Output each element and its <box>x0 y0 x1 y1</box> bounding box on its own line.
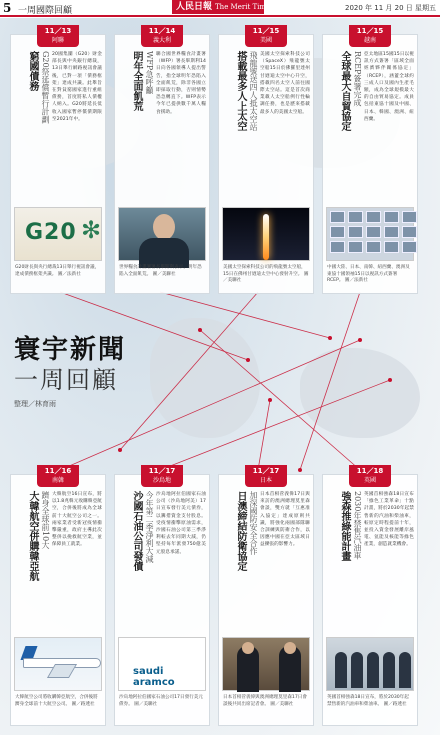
aramco-logo: saudi aramco <box>133 666 175 688</box>
photo-caption: 大韓航空公司將收購韓亞航空，合併後將躋身全球前十大航空公司。 圖／路透社 <box>15 695 98 707</box>
headline: 搭載最多人上太空 <box>235 51 246 131</box>
article-text: 美國太空探索科技公司（SpaceX）飛龍號太空船15日於佛羅里達州甘迺迪太空中心升空，搭載四名太空人前往國際太空站。這是首次商業載人太空船例行性輪調任務，也是歷來搭載最多人的美國太空船。 <box>260 52 310 115</box>
photo-credit: 圖／美聯社 <box>152 271 176 277</box>
subheadline: G20祭延償暫行計劃 <box>41 51 50 124</box>
g20-logo: G20 <box>25 220 77 245</box>
photo-caption: 美國太空探索科技公司的飛龍號太空船，15日在佛州甘迺迪太空中心發射升空。 圖／美聯社 <box>223 265 309 283</box>
subheadline: RCEP簽署完成 <box>353 51 362 107</box>
palm-icon: ✻ <box>81 216 102 244</box>
headline: 大韓航空併購韓亞航 <box>27 491 38 581</box>
headline: 強森推綠能計畫 <box>339 491 350 561</box>
video-summit-photo <box>326 207 414 261</box>
article-text: 沙烏地阿拉伯國家石油公司（沙烏地阿美）17日宣布發行美元債券，以籌措資金支付股息。受疫情衝擊原油需求，沙國石油公司第三季淨利較去年同期大減，仍堅持每年派發750億美元股息承諾。 <box>156 492 206 555</box>
subheadline: WFP急呼籲 <box>145 51 154 95</box>
subheadline: 今年第二季淨利大減 <box>145 491 154 563</box>
masthead-english: The Merit Times <box>215 3 274 11</box>
page-subtitle: 一周回顧 <box>14 366 118 394</box>
news-card-korea <box>10 467 106 726</box>
headline: 日澳締結防衛協定 <box>235 491 246 571</box>
news-card-italy <box>114 27 210 294</box>
subheadline: 躋身全球前10大 <box>41 491 50 550</box>
leaders-meeting-photo <box>222 637 310 691</box>
headline: 沙國石油公司發債 <box>131 491 142 571</box>
date-badge: 11／13 阿聯 <box>37 25 79 47</box>
photo-caption: G20財長與央行總裁13日舉行視訊會議，達成債務框架共識。 圖／法新社 <box>15 265 100 277</box>
date-badge: 11／15 越南 <box>349 25 391 47</box>
date-badge: 11／17 沙烏地 <box>141 465 183 487</box>
page-title: 寰宇新聞 <box>14 335 127 365</box>
photo-credit: 圖／美聯社 <box>134 701 158 707</box>
article-text: 日本首相菅義偉17日與來訪的澳洲總理莫里森會談，雙方就「互惠准入協定」達成原則共識，將強化兩國部隊聯合訓練與防衛合作，以因應中國在亞太區域日益擴張的影響力。 <box>260 492 310 548</box>
headline: 全球最大自貿協定 <box>339 51 350 131</box>
article-text: 英國首相強森18日宣布「綠色工業革命」十點計畫，將於2030年起禁售新的汽油和柴油車，較原定時程提前十年，並投入資金發展離岸風電、氫能及核能等綠色產業，創造就業機會。 <box>364 492 414 548</box>
subheadline: 飛龍號送四人抵太空站 <box>249 51 258 131</box>
photo-caption: 英國首相強森18日宣布，將於2030年起禁售新的汽油車和柴油車。 圖／路透社 <box>327 695 409 707</box>
photo-credit: 圖／美聯社 <box>223 271 309 283</box>
photo-caption: 中國大陸、日本、南韓、紐西蘭、澳洲及東協十國領袖15日以視訊方式簽署RCEP。 圖／法新社 <box>327 265 410 283</box>
subheadline: 加深國防安全合作 <box>249 491 258 555</box>
photo-credit: 圖／法新社 <box>344 278 368 283</box>
photo-credit: 圖／路透社 <box>71 701 95 707</box>
airplane-photo <box>14 637 102 691</box>
news-card-japan <box>218 467 314 726</box>
masthead-name: 人民日報 <box>176 2 213 12</box>
article-text: 大韓航空16日宣布，將以1.8兆韓元收購韓亞航空，合併後將成為全球前十大航空公司之一。兩家業者受新冠疫情衝擊嚴重，政府主導此次整併以挽救航空業，並保障員工就業。 <box>52 492 102 548</box>
headline: 明年全面飢荒 <box>131 51 142 111</box>
rocket-launch-photo <box>222 207 310 261</box>
date-badge: 11／14 義大利 <box>141 25 183 47</box>
news-card-usa <box>218 27 314 294</box>
news-card-uae <box>10 27 106 294</box>
article-text: 聯合國世界糧食計畫署（WFP）署長畢斯利14日向各國領導人提出警告，指全球明年恐陷入全面飢荒，除非各國立即採取行動，否則情勢恐急轉直下。WFP表示今年已提供數千萬人糧食援助。 <box>156 52 206 115</box>
photo-caption: 沙烏地阿拉伯國家石油公司17日發行美元債券。 圖／美聯社 <box>119 695 203 707</box>
date-badge: 11／18 英國 <box>349 465 391 487</box>
photo-caption: 日本首相菅義偉與澳洲總理莫里森17日會談後共同出席記者會。 圖／美聯社 <box>223 695 307 707</box>
article-text: 20國集團（G20）財金部長與中央銀行總裁，13日舉行網路視訊會議後，已對一項「債務框架」達成共識。此舉旨在對貧窮國家進行重組債務，首度將私人債權人納入。G20將延長低收入國家暫停償債期限至2021年中。 <box>52 52 102 122</box>
byline: 整理／林育雨 <box>14 400 56 408</box>
news-card-vietnam <box>322 27 418 294</box>
aramco-logo-photo <box>118 637 206 691</box>
date-badge: 11／15 美國 <box>245 25 287 47</box>
masthead-logo <box>172 0 274 14</box>
news-card-saudi <box>114 467 210 726</box>
news-card-uk <box>322 467 418 726</box>
landmass <box>300 348 420 438</box>
photo-credit: 圖／美聯社 <box>270 701 294 707</box>
issue-date: 2020 年 11 月 20 日 星期五 <box>345 4 436 12</box>
date-badge: 11／17 日本 <box>245 465 287 487</box>
headline: 窮國債務 <box>27 51 38 91</box>
page-header <box>0 0 440 17</box>
subheadline: 2030年禁售汽油車 <box>353 491 362 560</box>
photo-caption: 世界糧食計畫署署長畢斯利表示，明年恐陷入全面飢荒。 圖／美聯社 <box>119 265 202 277</box>
group-photo <box>326 637 414 691</box>
center-title-block <box>14 335 194 409</box>
photo-credit: 圖／路透社 <box>383 701 407 707</box>
page-number: 5 <box>3 1 12 15</box>
section-title: 一周國際回顧 <box>18 6 73 16</box>
photo-credit: 圖／法新社 <box>57 271 81 277</box>
date-badge: 11／16 南韓 <box>37 465 79 487</box>
article-text: 亞太地區15國15日以視訊方式簽署「區域全面經濟夥伴關係協定」（RCEP），涵蓋全球約三成人口及國內生產毛額，成為全球規模最大的自由貿易協定。成員包括東協十國及中國、日本、韓國、澳洲、紐西蘭。 <box>364 52 414 122</box>
wfp-director-photo <box>118 207 206 261</box>
g20-photo <box>14 207 102 261</box>
